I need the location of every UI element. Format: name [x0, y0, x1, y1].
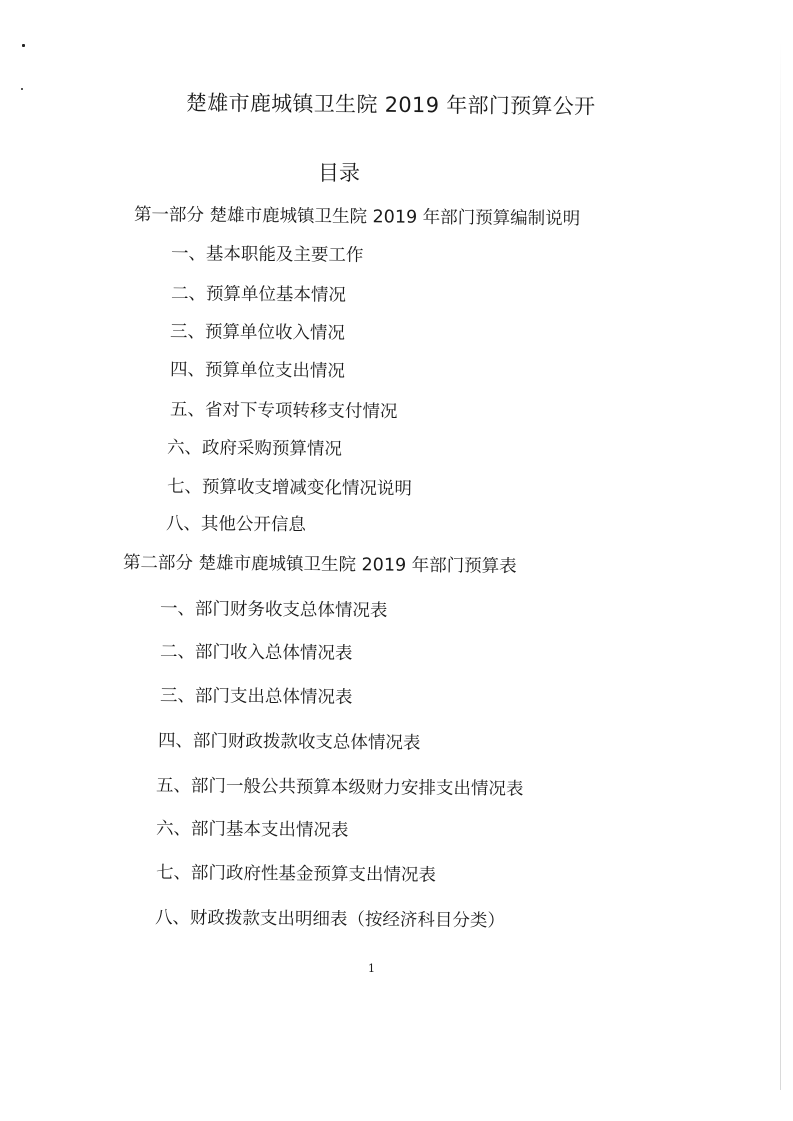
toc-item: 七、预算收支增减变化情况说明 — [166, 477, 413, 500]
page-number: 1 — [368, 962, 375, 975]
toc-item: 四、部门财政拨款收支总体情况表 — [157, 731, 421, 754]
toc-item: 二、预算单位基本情况 — [170, 284, 347, 306]
scan-speck — [22, 44, 25, 47]
toc-item: 八、其他公开信息 — [165, 514, 307, 536]
toc-part-2-heading: 第二部分 楚雄市鹿城镇卫生院 2019 年部门预算表 — [122, 553, 517, 577]
toc-part-1-heading: 第一部分 楚雄市鹿城镇卫生院 2019 年部门预算编制说明 — [133, 205, 581, 230]
toc-item: 一、基本职能及主要工作 — [170, 244, 364, 266]
toc-item: 一、部门财务收支总体情况表 — [159, 599, 388, 622]
toc-item: 五、部门一般公共预算本级财力安排支出情况表 — [155, 776, 524, 800]
scan-speck — [21, 88, 23, 90]
document-title: 楚雄市鹿城镇卫生院 2019 年部门预算公开 — [185, 91, 596, 119]
toc-heading: 目录 — [318, 161, 360, 185]
toc-item: 三、预算单位收入情况 — [169, 322, 346, 344]
toc-item: 八、财政拨款支出明细表（按经济科目分类） — [154, 908, 506, 932]
toc-item: 七、部门政府性基金预算支出情况表 — [155, 863, 437, 886]
scan-edge-shadow — [780, 40, 781, 1090]
toc-item: 三、部门支出总体情况表 — [159, 686, 353, 708]
toc-item: 二、部门收入总体情况表 — [159, 642, 353, 664]
toc-item: 五、省对下专项转移支付情况 — [169, 400, 398, 423]
toc-item: 六、政府采购预算情况 — [166, 438, 343, 460]
toc-item: 四、预算单位支出情况 — [169, 360, 346, 382]
toc-item: 六、部门基本支出情况表 — [155, 819, 349, 841]
